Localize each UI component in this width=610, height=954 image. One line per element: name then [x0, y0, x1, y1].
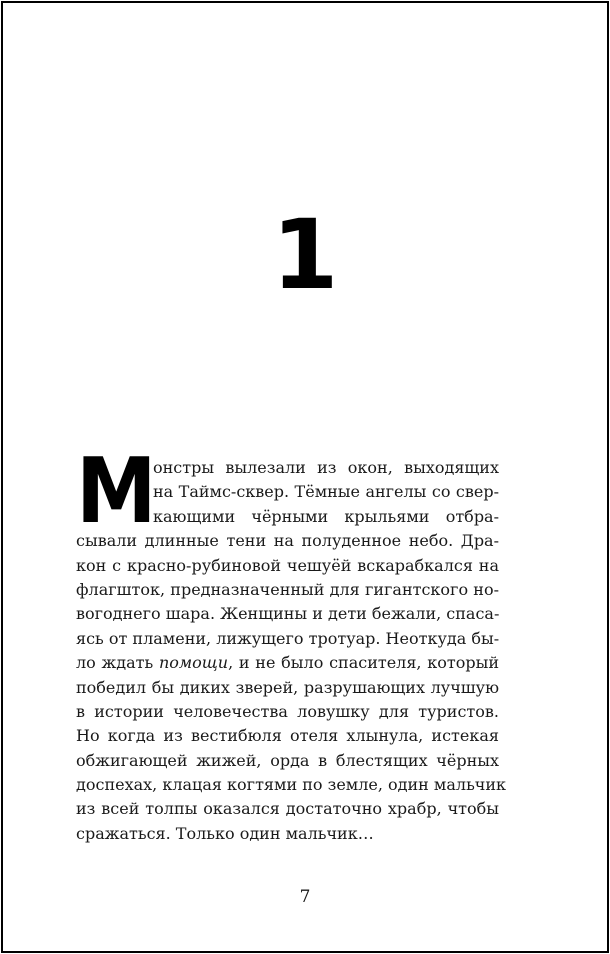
text-line: онстры вылезали из окон, выходящих — [153, 458, 499, 477]
text-segment: , и не было спасителя, который — [228, 653, 500, 673]
text-line: в истории человечества ловушку для туристов. — [76, 701, 499, 721]
drop-cap-letter: М — [76, 439, 157, 544]
text-line: из всей толпы оказался достаточно храбр, чтобы — [76, 799, 499, 819]
text-segment: ло ждать — [76, 653, 159, 673]
page-number: 7 — [299, 887, 311, 907]
emphasized-word: помощи — [158, 653, 229, 673]
chapter-number: 1 — [271, 199, 339, 311]
text-line: доспехах, клацая когтями по земле, один мальчик — [76, 775, 507, 795]
text-line: на Таймс-сквер. Тёмные ангелы со свер- — [153, 482, 499, 502]
text-line: флагшток, предназначенный для гигантского но- — [76, 579, 499, 599]
text-line: ясь от пламени, лижущего тротуар. Неоткуда бы- — [76, 628, 500, 648]
text-line: сывали длинные тени на полуденное небо. Дра- — [76, 531, 499, 551]
text-line: кающими чёрными крыльями отбра- — [153, 506, 499, 526]
text-line: Но когда из вестибюля отеля хлынула, истекая — [76, 726, 499, 746]
text-line-with-emphasis — [76, 651, 499, 675]
body-paragraph — [76, 439, 507, 846]
text-line: обжигающей жижей, орда в блестящих чёрных — [76, 750, 499, 770]
text-line: победил бы диких зверей, разрушающих лучшую — [76, 677, 499, 697]
text-line: вогоднего шара. Женщины и дети бежали, спаса- — [76, 604, 500, 624]
text-line: сражаться. Только один мальчик… — [76, 823, 374, 843]
text-line: кон с красно-рубиновой чешуёй вскарабкался на — [76, 555, 499, 575]
